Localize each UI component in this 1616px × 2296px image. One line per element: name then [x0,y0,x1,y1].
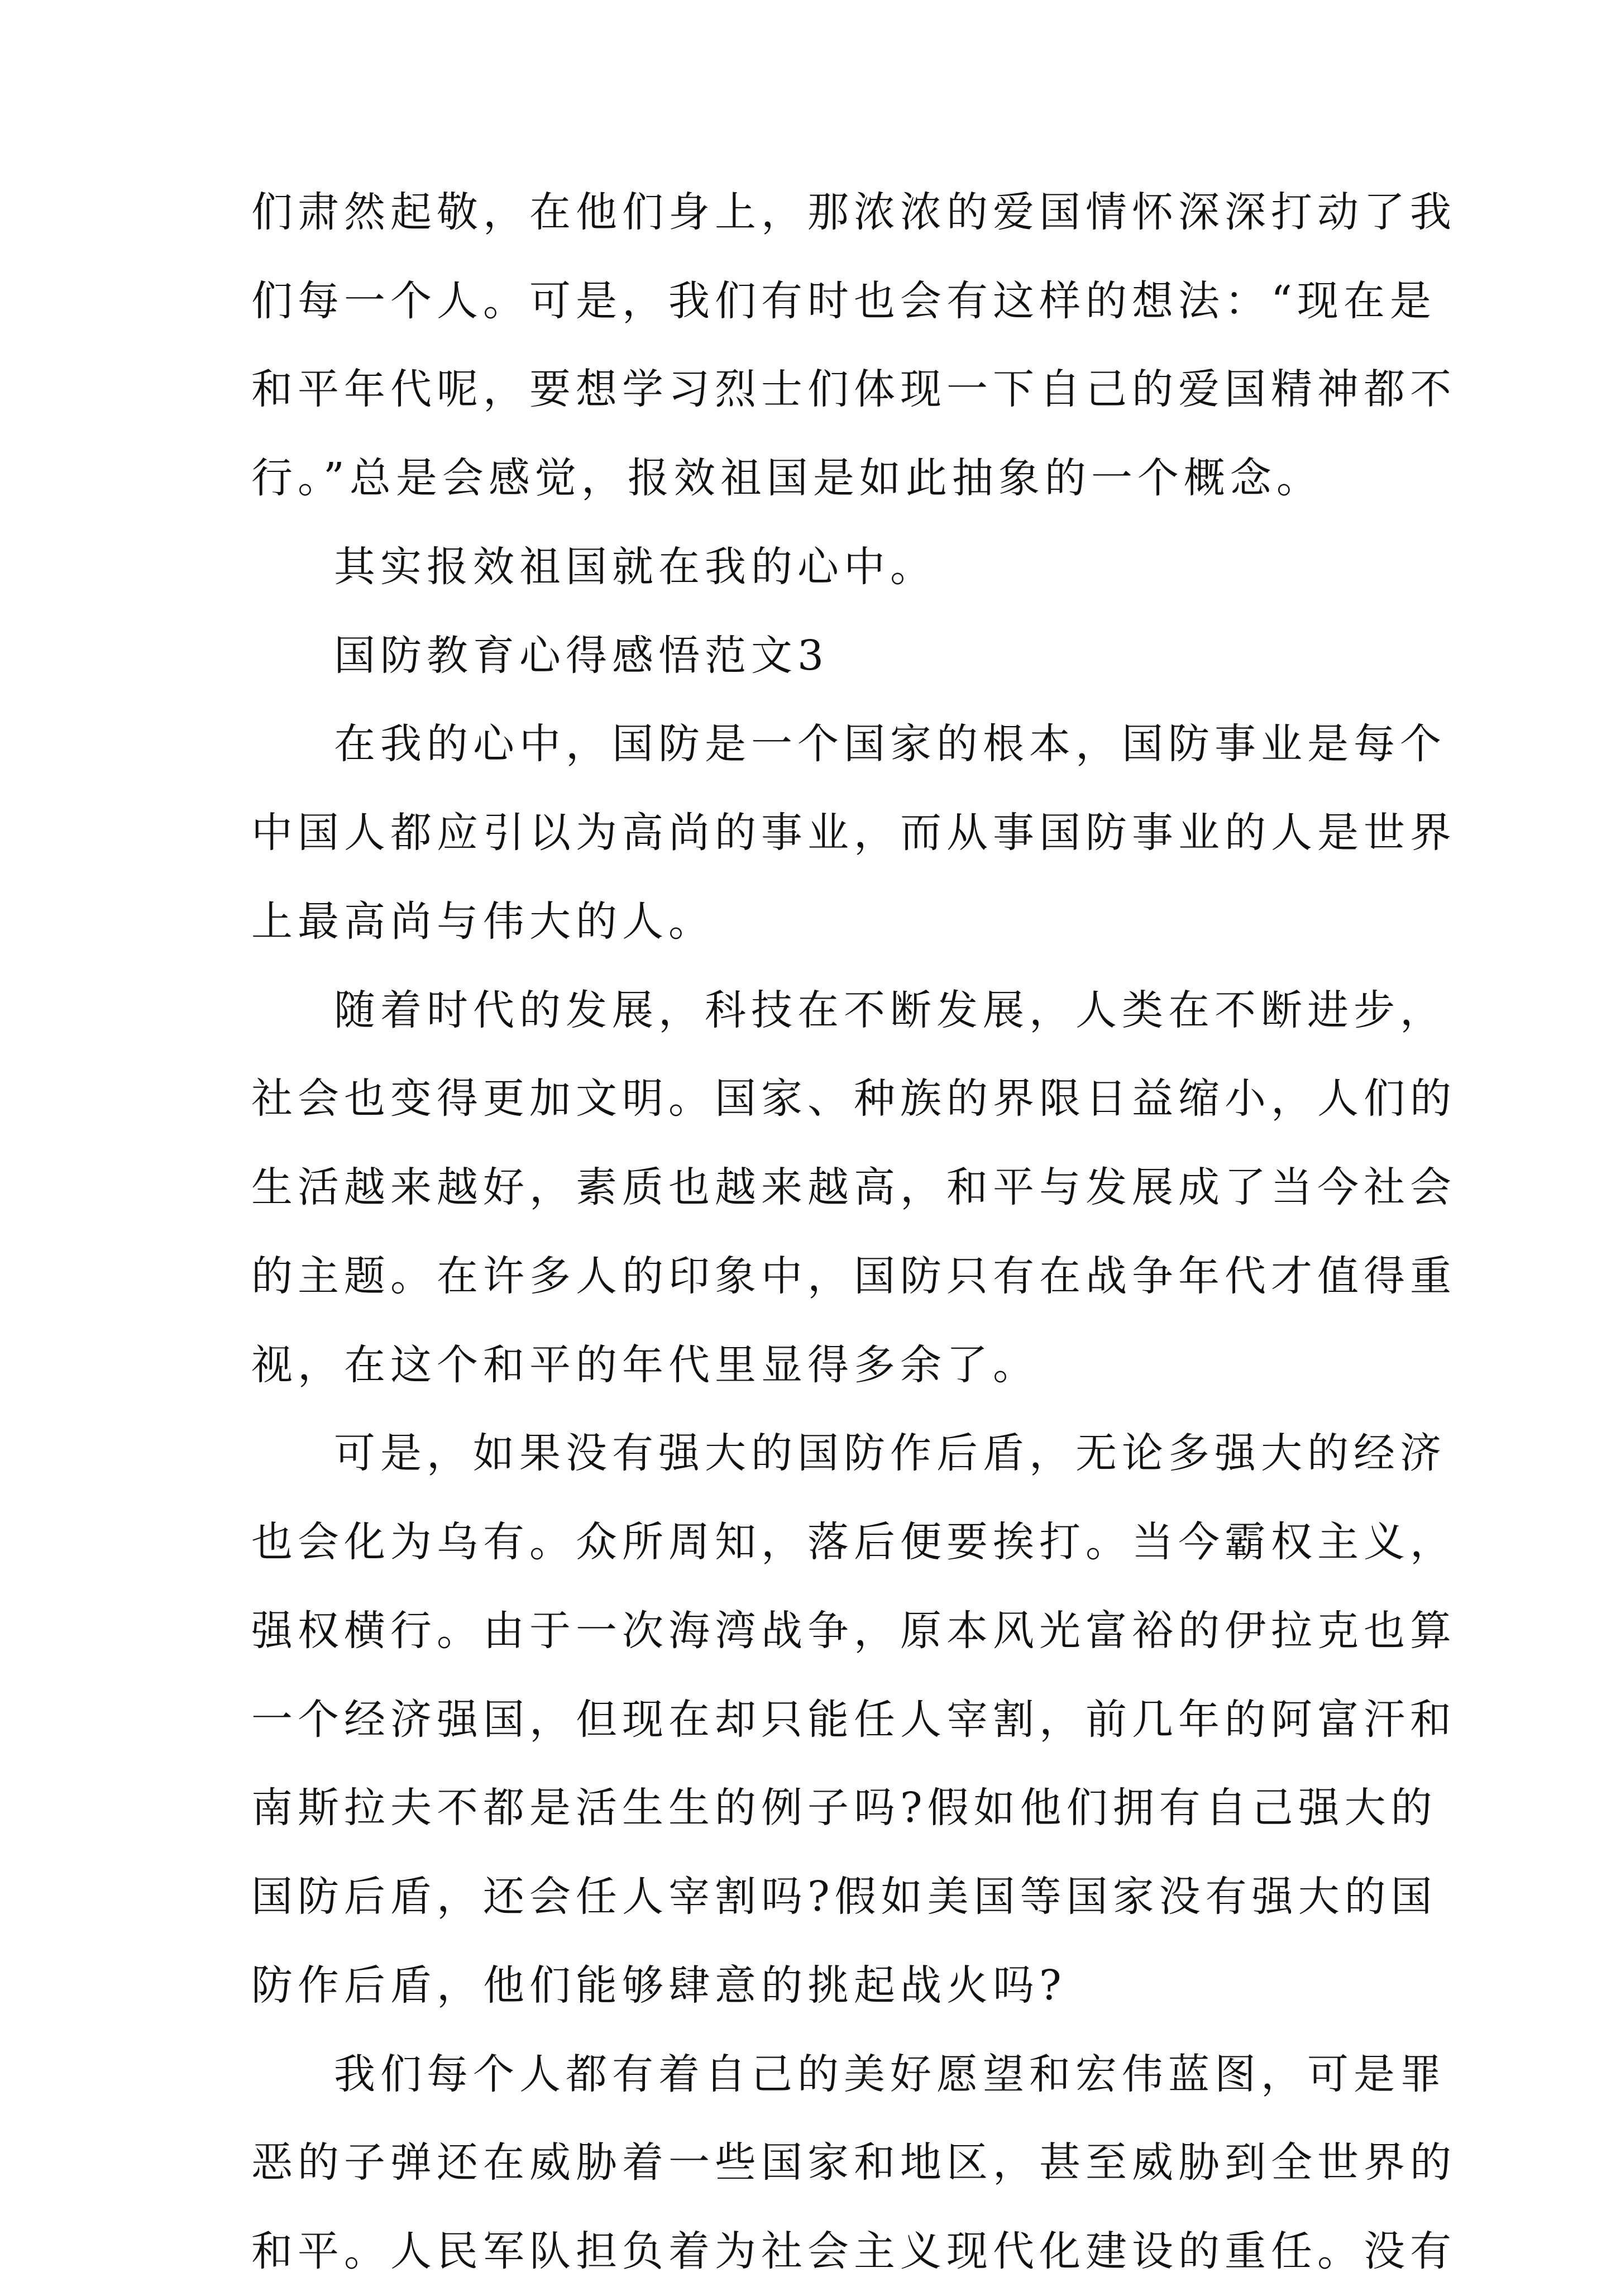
text-line-20: 国防后盾，还会任人宰割吗?假如美国等国家没有强大的国 [251,1873,1437,1921]
text-line-11: 社会也变得更加文明。国家、种族的界限日益缩小，人们的 [251,1075,1456,1123]
text-line-14: 视，在这个和平的年代里显得多余了。 [251,1341,1039,1389]
text-line-12: 生活越来越好，素质也越来越高，和平与发展成了当今社会 [251,1163,1456,1211]
text-line-21: 防作后盾，他们能够肆意的挑起战火吗? [251,1961,1067,2009]
text-line-1: 们肃然起敬，在他们身上，那浓浓的爱国情怀深深打动了我 [251,188,1456,236]
text-line-16: 也会化为乌有。众所周知，落后便要挨打。当今霸权主义， [251,1518,1456,1566]
paragraph-line-7: 在我的心中，国防是一个国家的根本，国防事业是每个 [334,720,1446,768]
paragraph-line-22: 我们每个人都有着自己的美好愿望和宏伟蓝图，可是罪 [334,2050,1446,2098]
paragraph-line-10: 随着时代的发展，科技在不断发展，人类在不断进步， [334,986,1446,1034]
text-line-24: 和平。人民军队担负着为社会主义现代化建设的重任。没有 [251,2227,1456,2275]
text-line-3: 和平年代呢，要想学习烈士们体现一下自己的爱国精神都不 [251,365,1456,413]
paragraph-line-15: 可是，如果没有强大的国防作后盾，无论多强大的经济 [334,1429,1446,1477]
text-line-2: 们每一个人。可是，我们有时也会有这样的想法：“现在是 [251,277,1436,325]
text-line-9: 上最高尚与伟大的人。 [251,898,715,946]
text-line-18: 一个经济强国，但现在却只能任人宰割，前几年的阿富汗和 [251,1696,1456,1744]
text-line-8: 中国人都应引以为高尚的事业，而从事国防事业的人是世界 [251,809,1456,857]
section-heading: 国防教育心得感悟范文3 [334,632,829,680]
paragraph-line-5: 其实报效祖国就在我的心中。 [334,543,936,591]
text-line-13: 的主题。在许多人的印象中，国防只有在战争年代才值得重 [251,1252,1456,1300]
text-line-19: 南斯拉夫不都是活生生的例子吗?假如他们拥有自己强大的 [251,1784,1437,1832]
text-line-17: 强权横行。由于一次海湾战争，原本风光富裕的伊拉克也算 [251,1607,1456,1655]
text-line-23: 恶的子弹还在威胁着一些国家和地区，甚至威胁到全世界的 [251,2139,1456,2187]
text-line-4: 行。”总是会感觉，报效祖国是如此抽象的一个概念。 [251,454,1323,502]
